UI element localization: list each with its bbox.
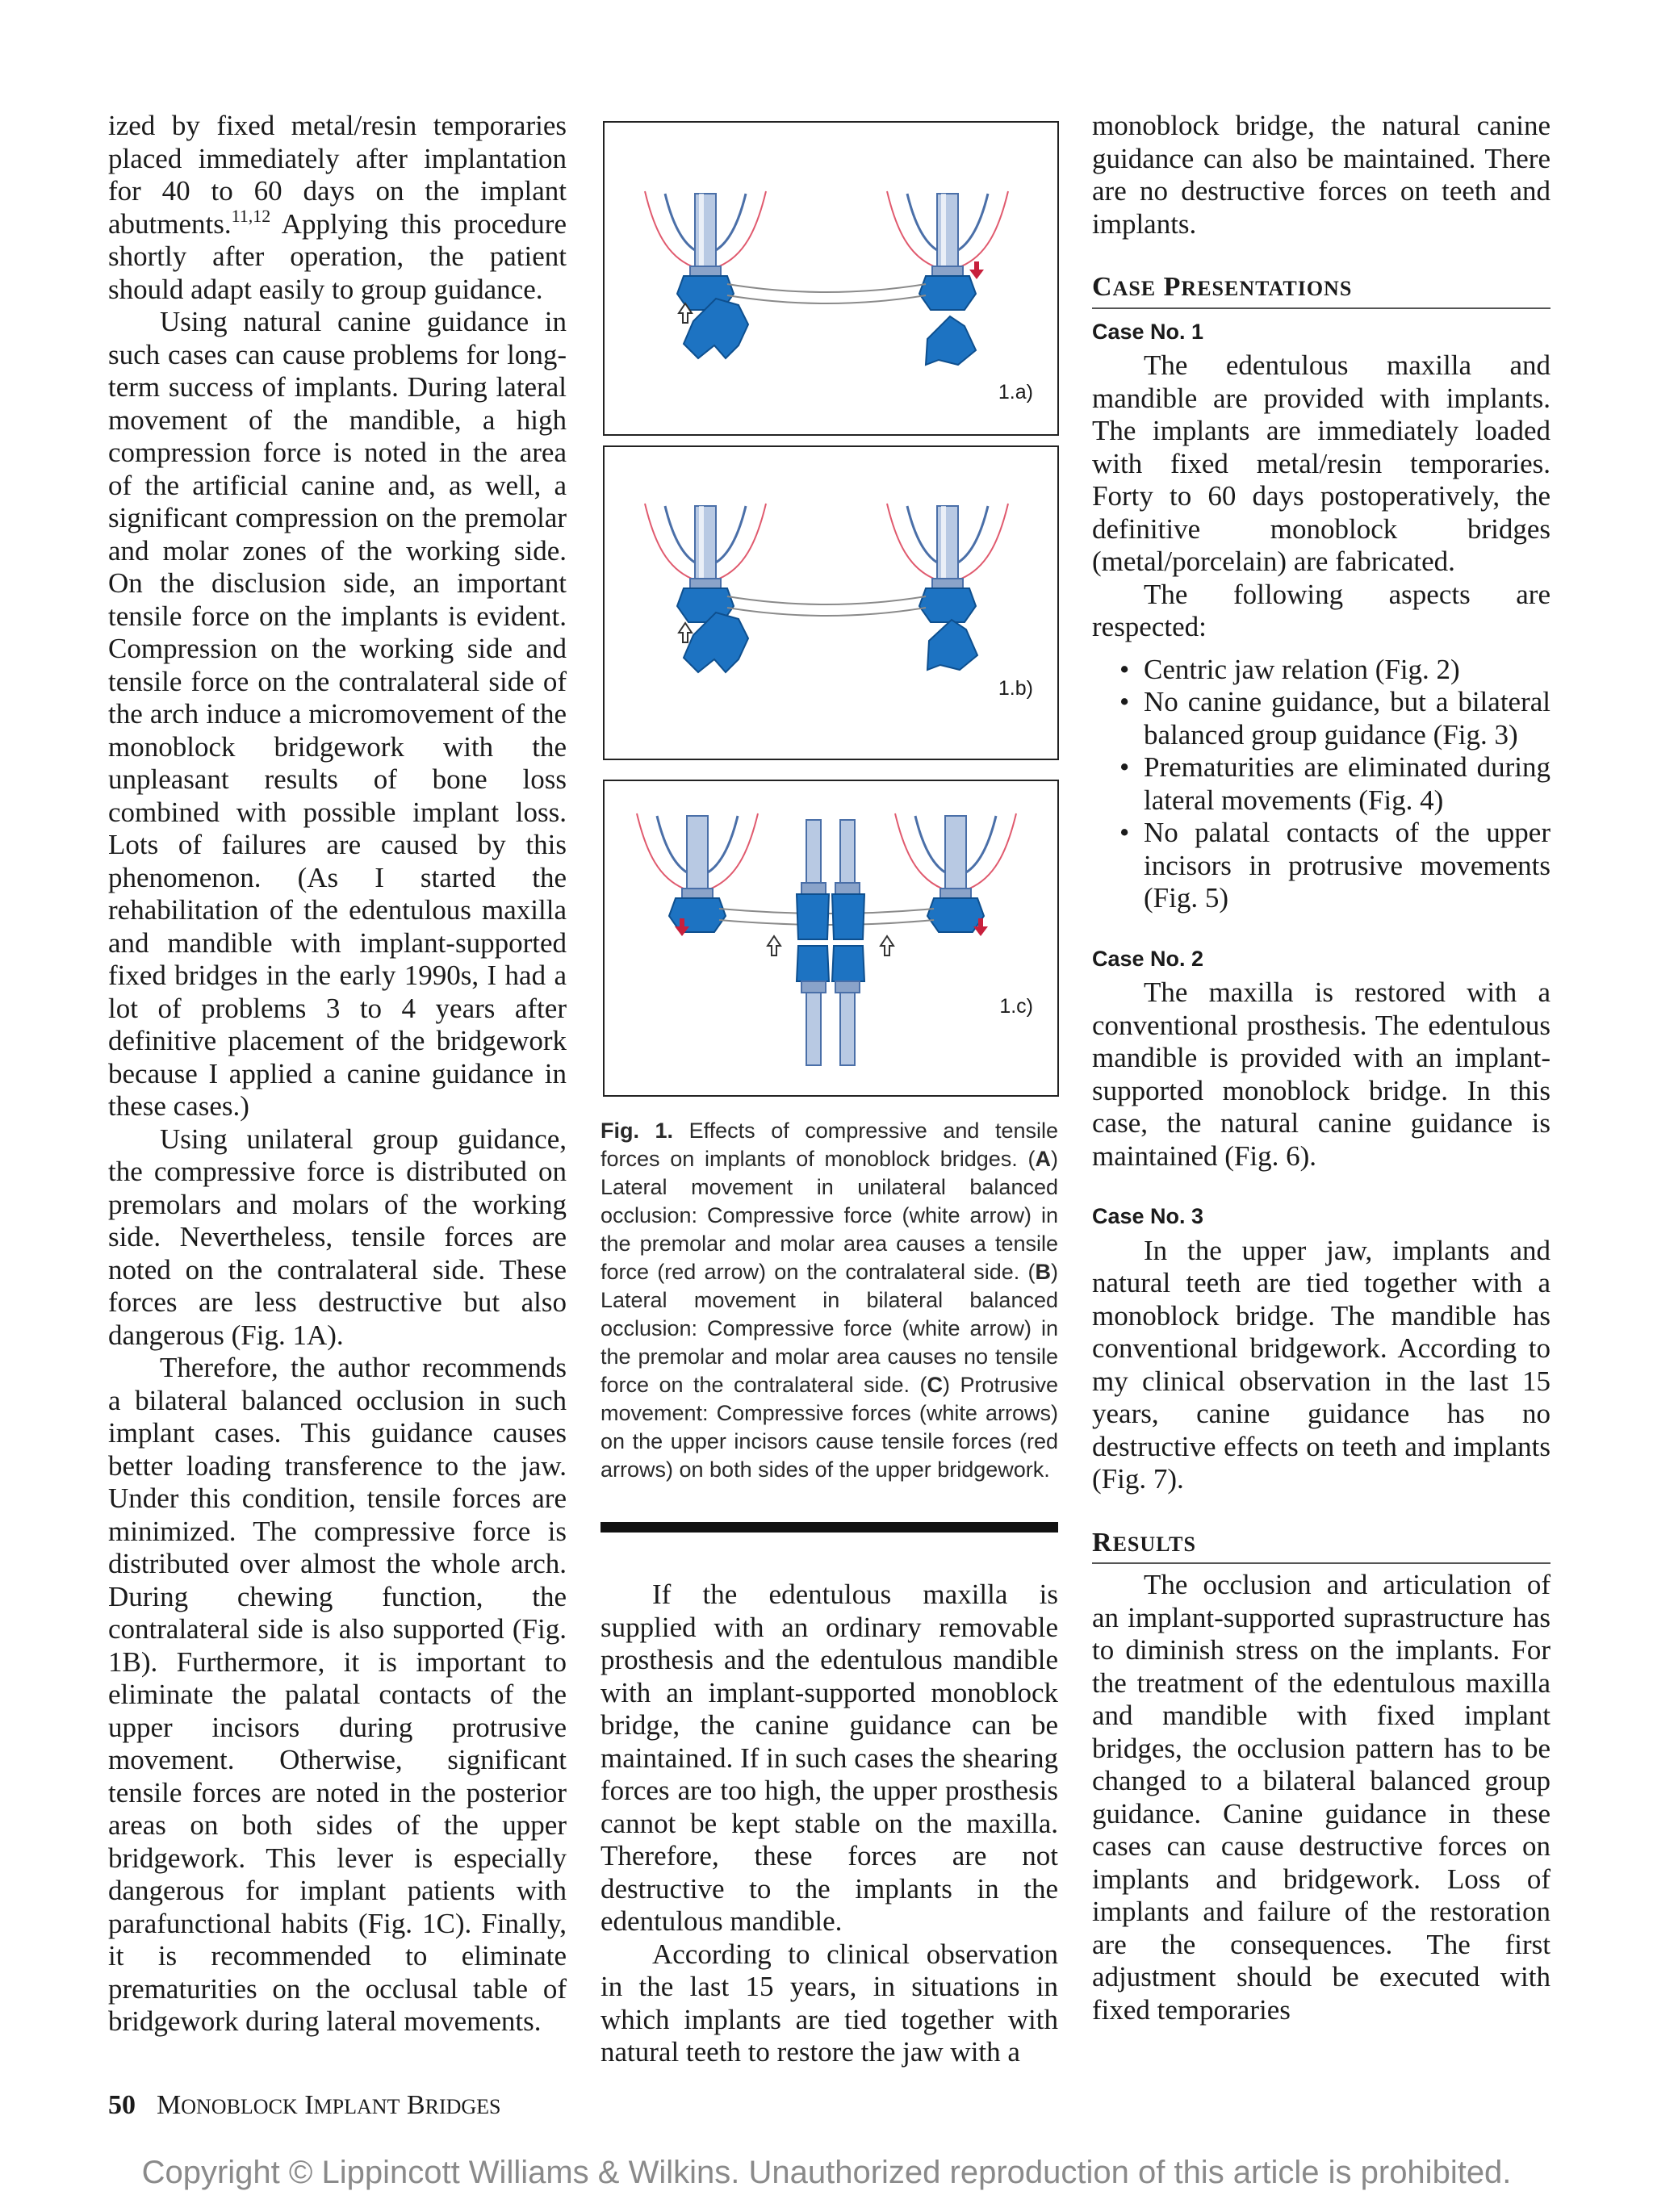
copyright-notice: Copyright © Lippincott Williams & Wilkins. Unauthorized reproduction of this article is prohibited. — [141, 2155, 1512, 2190]
left-paragraph-3: Using unilateral group guidance, the compressive force is distributed on premolars and molars of the working side. Nevertheless, tensile forces are noted on the contralateral side. These forces are less destructive but also dangerous (Fig. 1A). — [108, 1123, 567, 1351]
results-paragraph: The occlusion and articulation of an implant-supported suprastructure has to diminish stress on the implants. For the treatment of the edentulous maxilla and mandible with fixed implant bridges, the occlusion pattern has to be changed to a bilateral balanced group guidance. Canine guidance in these cases can cause destructive forces on implants and bridgework. Loss of implants and failure of the restoration are the consequences. The first adjustment should be executed with fixed temporaries — [1092, 1569, 1550, 2026]
left-column — [108, 110, 567, 2038]
list-item: • No canine guidance, but a bilateral balanced group guidance (Fig. 3) — [1144, 686, 1550, 751]
implant-right — [887, 504, 1008, 622]
tensile-force-arrow — [969, 261, 984, 279]
running-title: MONOBLOCK IMPLANT BRIDGES — [157, 2090, 501, 2120]
compressive-force-arrow — [679, 623, 692, 642]
figure-divider-rule — [601, 1522, 1058, 1533]
case-1-bullet-list — [1092, 654, 1550, 915]
case-2-paragraph: The maxilla is restored with a conventional prosthesis. The edentulous mandible is provided with an implant-supported monoblock bridge. In this case, the natural canine guidance is maintained (Fig. 6). — [1092, 976, 1550, 1172]
list-item: • Prematurities are eliminated during lateral movements (Fig. 4) — [1144, 751, 1550, 817]
case-2-heading: Case No. 2 — [1092, 946, 1204, 971]
page-footer — [108, 2090, 501, 2121]
panel-label-a: 1.a) — [998, 381, 1033, 404]
implant-left — [645, 504, 766, 622]
upper-incisor-implants — [797, 820, 864, 939]
page-number: 50 — [108, 2090, 136, 2120]
figure-panel-a — [603, 121, 1059, 436]
implant-right — [887, 191, 1008, 310]
section-heading-results: RESULTS — [1092, 1527, 1550, 1565]
case-1-paragraph: The edentulous maxilla and mandible are provided with implants. The implants are immediately loaded with fixed metal/resin temporaries. Forty to 60 days postoperatively, the definitive monoblock bridges (metal/porcelain) are fabricated. — [1092, 349, 1550, 577]
lower-incisor-implants — [797, 946, 864, 1065]
right-column — [1092, 110, 1550, 2026]
lower-molar-right — [926, 316, 976, 365]
compressive-force-arrow-left — [768, 936, 780, 955]
middle-paragraph-1: If the edentulous maxilla is supplied with an ordinary removable prosthesis and the edentulous mandible with an implant-supported monoblock bridge, the canine guidance can be maintained. If in such cases the shearing forces are too high, the upper prosthesis cannot be kept stable on the maxilla. Therefore, these forces are not destructive to the implants in the edentulous mandible. — [601, 1579, 1058, 1937]
case-3-paragraph: In the upper jaw, implants and natural teeth are tied together with a monoblock bridge. The mandible has conventional bridgework. According to my clinical observation in the last 15 years, canine guidance has no destructive effects on teeth and implants (Fig. 7). — [1092, 1234, 1550, 1495]
implant-right — [895, 813, 1016, 932]
right-paragraph-continued: monoblock bridge, the natural canine guidance can also be maintained. There are no destructive forces on teeth and implants. — [1092, 110, 1550, 240]
implant-left — [637, 813, 758, 932]
lower-molar-right — [927, 620, 977, 670]
citation-superscript: 11,12 — [231, 205, 271, 226]
case-3-heading: Case No. 3 — [1092, 1204, 1204, 1228]
panel-label-c: 1.c) — [999, 995, 1033, 1018]
left-paragraph-2: Using natural canine guidance in such cases can cause problems for long-term success of implants. During lateral movement of the mandible, a high compression force is noted in the area of the artificial canine and, as well, a significant compression on the premolar and molar zones of the working side. On the disclusion side, an important tensile force on the implants is evident. Compression on the working side and tensile force on the contralateral side of the arch induce a micromovement of the monoblock bridgework with the unpleasant results of bone loss combined with possible implant loss. Lots of failures are caused by this phenomenon. (As I started the rehabilitation of the edentulous maxilla and mandible with implant-supported fixed bridges in the early 1990s, I had a lot of problems 3 to 4 years after definitive placement of the bridgework because I applied a canine guidance in these cases.) — [108, 306, 567, 1122]
compressive-force-arrow-right — [881, 936, 893, 955]
occlusion-diagram-b — [605, 447, 1057, 759]
list-item: • Centric jaw relation (Fig. 2) — [1144, 654, 1550, 687]
figure-caption-label: Fig. 1. — [601, 1119, 674, 1143]
occlusion-diagram-c — [605, 781, 1057, 1095]
occlusion-diagram-a — [605, 123, 1057, 434]
left-paragraph-4: Therefore, the author recommends a bilateral balanced occlusion in such implant cases. This guidance causes better loading transference to the jaw. Under this condition, tensile forces are minimized. The compressive force is distributed over almost the whole arch. During chewing function, the contralateral side is also supported (Fig. 1B). Furthermore, it is important to eliminate the palatal contacts of the upper incisors during protrusive movement. Otherwise, significant tensile forces are noted in the posterior areas on both sides of the upper bridgework. This lever is especially dangerous for implant patients with parafunctional habits (Fig. 1C). Finally, it is recommended to eliminate prematurities on the occlusal table of bridgework during lateral movements. — [108, 1352, 567, 2037]
figure-panel-b — [603, 445, 1059, 760]
panel-label-b: 1.b) — [998, 677, 1033, 700]
implant-left — [645, 191, 766, 310]
middle-column — [601, 1579, 1058, 2069]
figure-panel-c — [603, 780, 1059, 1097]
section-heading-case-presentations: CASE PRESENTATIONS — [1092, 271, 1550, 309]
figure-caption: Fig. 1. Effects of compressive and tensile forces on implants of monoblock bridges. (A) Lateral movement in unilateral balanced occlusion: Compressive force (white arrow) in the premolar and molar area causes a tensile force (red arrow) on the contralateral side. (B) Lateral movement in bilateral balanced occlusion: Compressive force (white arrow) in the premolar and molar area causes no tensile force on the contralateral side. (C) Protrusive movement: Compressive forces (white arrows) on the upper incisors cause tensile forces (red arrows) on both sides of the upper bridgework. — [601, 1119, 1058, 1482]
case-1-aspects-intro: The following aspects are respected: — [1092, 578, 1550, 642]
left-paragraph-1: ized by fixed metal/resin temporaries placed immediately after implantation for 40 to 60 days on the implant abutments.$^{11,12}$ Applying this procedure shortly after operation, the patient should adapt easily to group guidance. — [108, 110, 567, 305]
case-1-heading: Case No. 1 — [1092, 319, 1204, 344]
list-item: • No palatal contacts of the upper incisors in protrusive movements (Fig. 5) — [1144, 817, 1550, 915]
middle-paragraph-2: According to clinical observation in the last 15 years, in situations in which implants are tied together with natural teeth to restore the jaw with a — [601, 1938, 1058, 2068]
